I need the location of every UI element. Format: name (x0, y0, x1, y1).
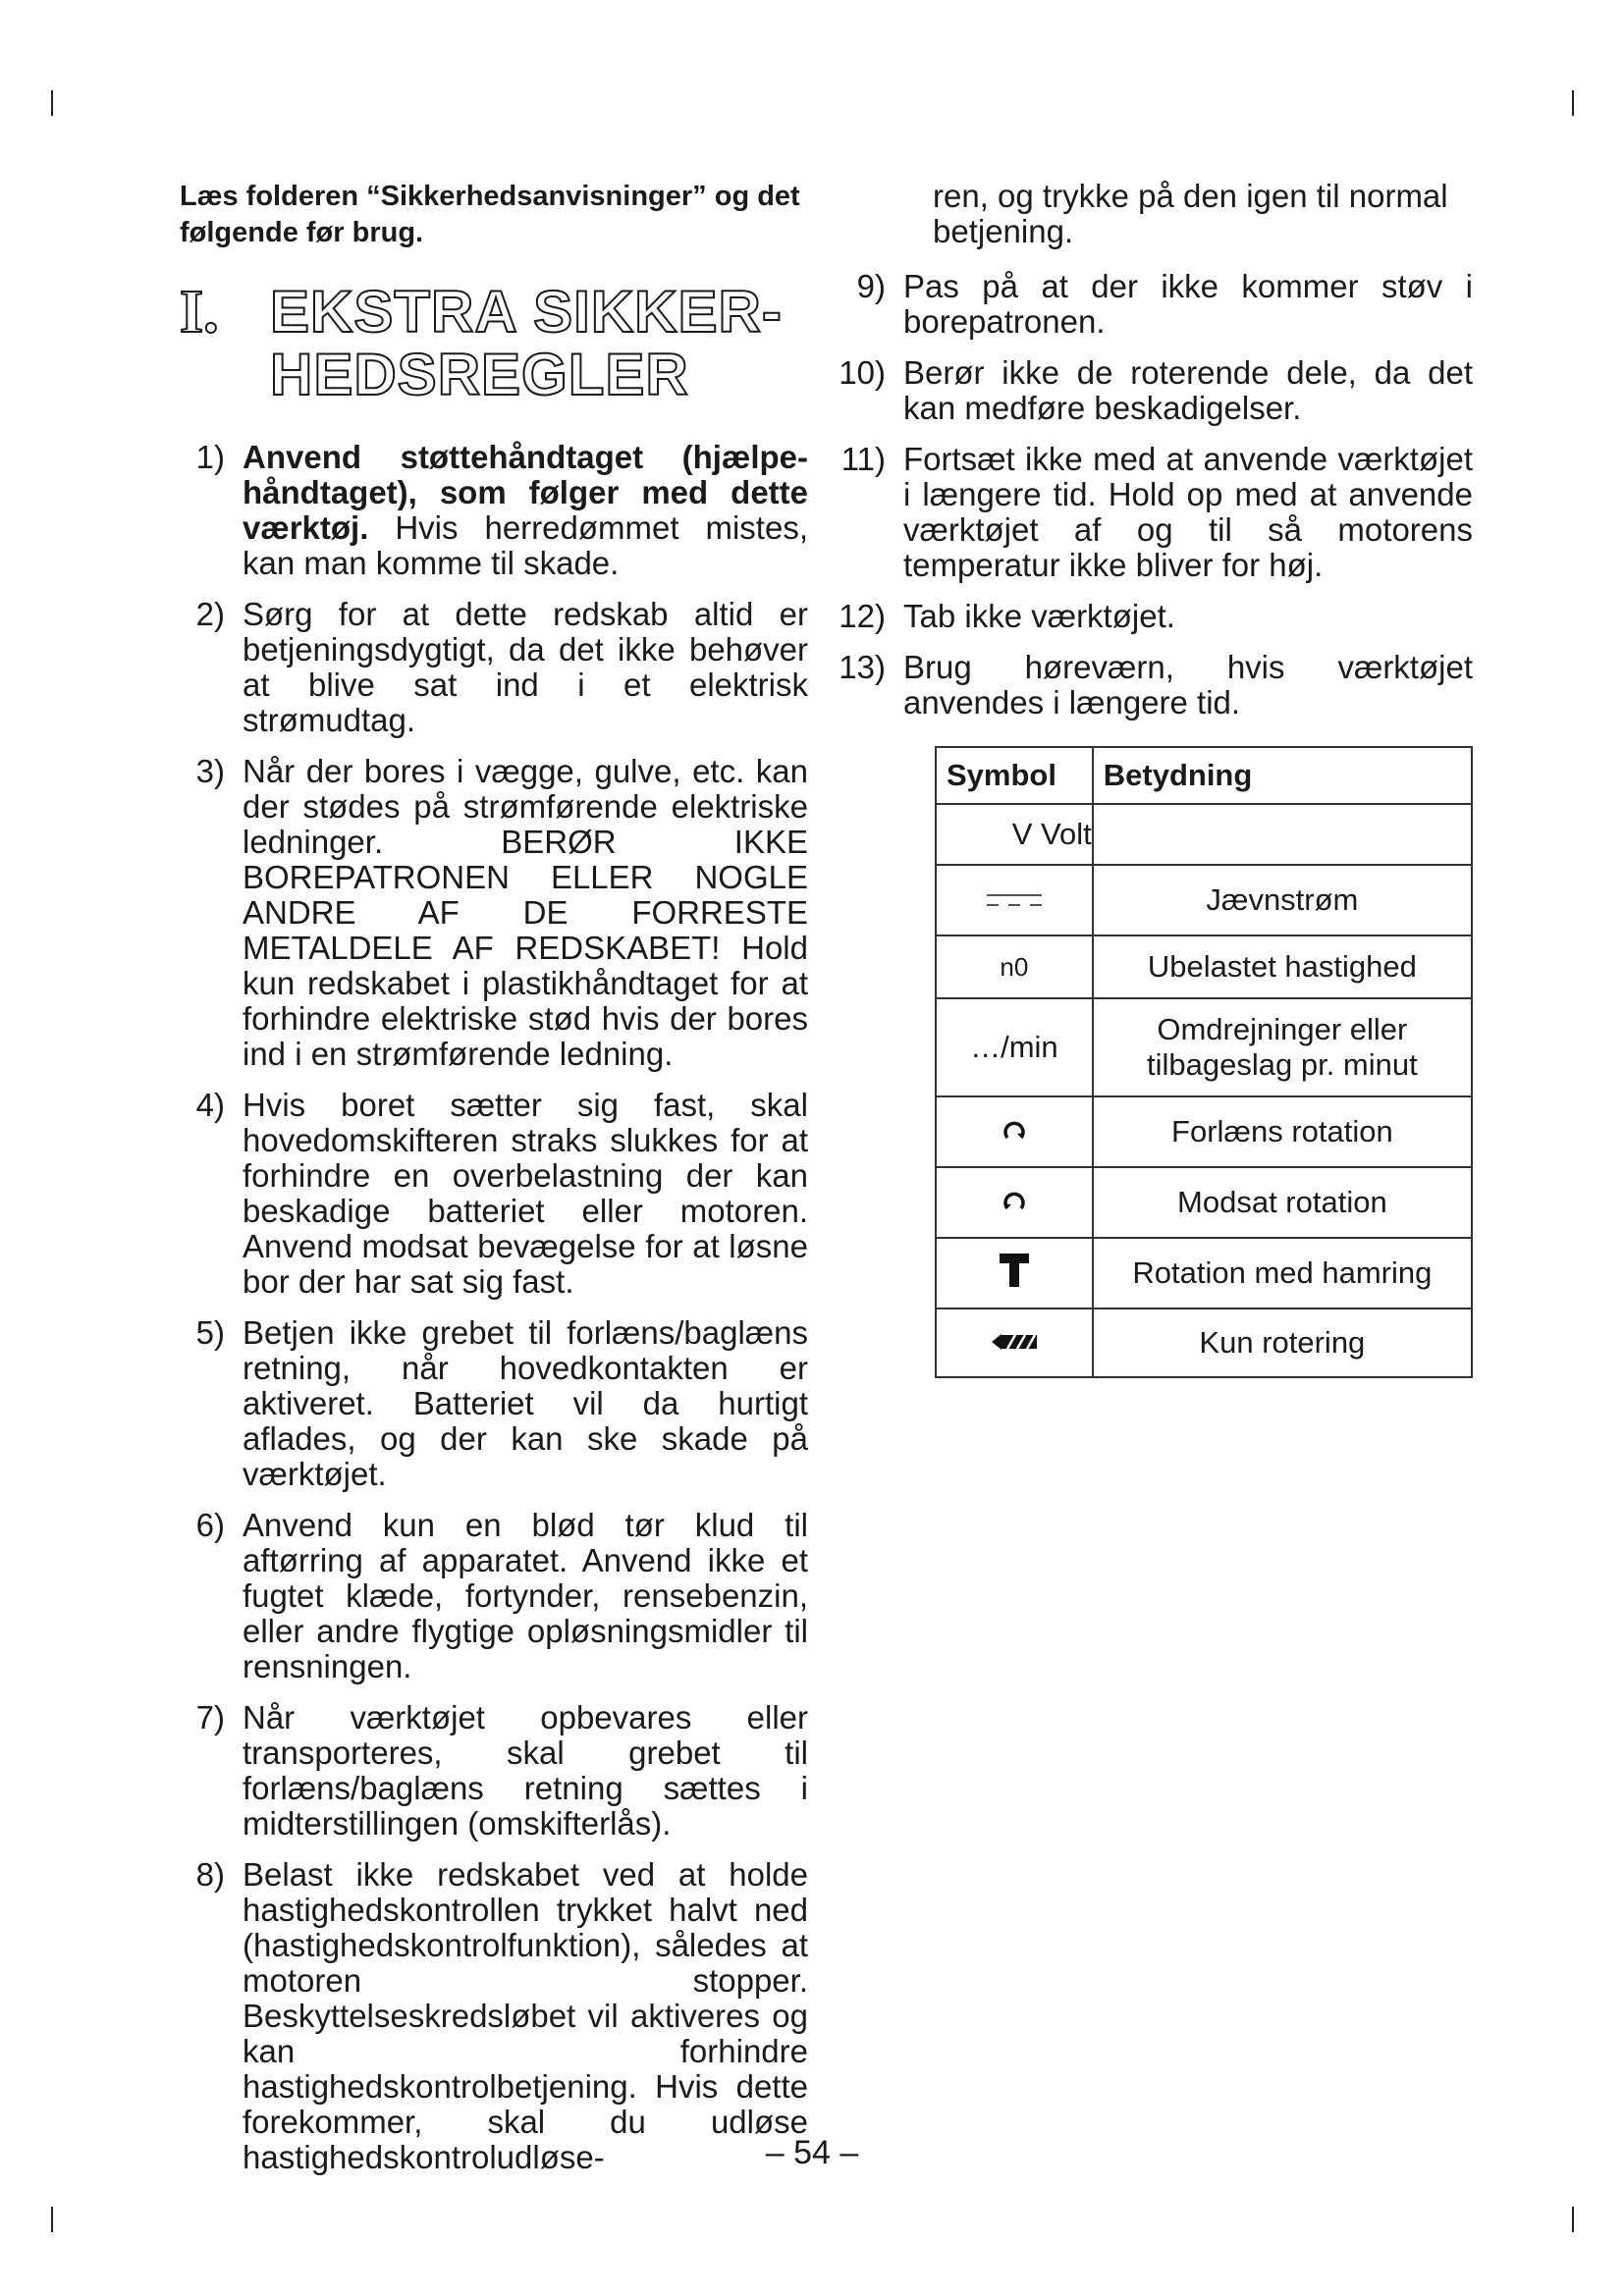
rule-text: Anvend kun en blød tør klud til aftørring af apparatet. Anvend ikke et fugtet klæde, fortynder, rensebenzin, eller andre flygtige opløsningsmidler til rensningen. (243, 1507, 808, 1684)
rule-text: Berør ikke de roterende dele, da det kan medføre beskadigelser. (903, 354, 1473, 426)
rule-text: Når værktøjet opbevares eller transporteres, skal grebet til forlæns/baglæns retning sættes i midterstillingen (omskifterlås). (243, 1699, 808, 1842)
crop-mark-bottom-right (1572, 2207, 1574, 2232)
rule-number: 9) (856, 268, 886, 304)
section-title-line1: EKSTRA SIKKER- (270, 279, 783, 345)
rule-10 (839, 354, 1473, 426)
rule-bold-text: Anvend støttehåndtaget (hjælpe-håndtaget), som følger med dette værktøj. (243, 439, 808, 546)
meaning-cell: Ubelastet hastighed (1093, 935, 1472, 998)
rule-number: 12) (839, 598, 886, 634)
volt-meaning: Volt (1041, 817, 1092, 851)
section-number: I. (180, 279, 219, 346)
crop-mark-top-right (1572, 90, 1574, 116)
page-number: – 54 – (765, 2134, 859, 2171)
table-row (936, 935, 1472, 998)
rule-11 (840, 441, 1473, 583)
meaning-cell: Omdrejninger eller tilbageslag pr. minut (1093, 998, 1472, 1096)
rule-text: Fortsæt ikke med at anvende værktøjet i længere tid. Hold op med at anvende værktøjet af og til så motorens temperatur ikke bliver for høj. (903, 441, 1473, 583)
symbol-cell: …/min (936, 998, 1093, 1096)
rule-text: Pas på at der ikke kommer støv i borepatronen. (903, 268, 1473, 340)
meaning-cell: Modsat rotation (1093, 1167, 1472, 1238)
rule-number: 1) (195, 439, 225, 475)
left-column (180, 179, 808, 2191)
rule-number: 8) (195, 1856, 225, 1893)
rule-text: Hvis boret sætter sig fast, skal hovedomskifteren straks slukkes for at forhindre en overbelastning der kan beskadige batteriet eller motoren. Anvend modsat bevægelse for at løsne bor der har sat sig fast. (243, 1087, 808, 1300)
forward-rotation-icon (1001, 1116, 1027, 1142)
rule-plain-text: Hvis herredømmet mistes, kan man komme til skade. (243, 509, 808, 581)
crop-mark-top-left (51, 90, 53, 116)
rule-number: 5) (195, 1314, 225, 1351)
symbol-cell (936, 1167, 1093, 1238)
rule-number: 6) (195, 1507, 225, 1543)
meaning-cell: Jævnstrøm (1093, 865, 1472, 935)
rule-3 (180, 754, 808, 1072)
rule-8-continuation: ren, og trykke på den igen til normal betjening. (933, 178, 1448, 249)
symbol-cell (936, 865, 1093, 935)
meaning-cell (1093, 804, 1472, 865)
volt-symbol: V (1011, 817, 1033, 851)
symbol-cell (936, 1238, 1093, 1308)
rule-text: Sørg for at dette redskab altid er betjeningsdygtigt, da det ikke behøver at blive sat ind i et elektrisk strømudtag. (243, 596, 808, 738)
rule-12 (839, 598, 1473, 634)
rule-text: Tab ikke værktøjet. (903, 598, 1175, 634)
section-title-line2: HEDSREGLER (270, 342, 689, 407)
meaning-cell: Rotation med hamring (1093, 1238, 1472, 1308)
header-meaning: Betydning (1093, 747, 1472, 804)
rule-9 (856, 268, 1473, 340)
rule-text: Belast ikke redskabet ved at holde hastighedskontrollen trykket halvt ned (hastighedskontrolfunktion), således at motoren stopper. Beskyttelseskredsløbet vil aktiveres og kan forhindre hastighedskontrolbetjening. Hvis dette forekommer, skal du udløse hastighedskontroludløse- (243, 1856, 808, 2175)
right-column (839, 178, 1473, 1378)
symbol-table (935, 746, 1473, 1378)
table-row (936, 1096, 1472, 1167)
table-row (936, 865, 1472, 935)
rule-8 (180, 1857, 808, 2175)
rule-text: Brug høreværn, hvis værktøjet anvendes i længere tid. (903, 649, 1473, 721)
section-heading (180, 281, 808, 406)
table-row (936, 1308, 1472, 1377)
dc-icon (985, 890, 1044, 910)
rule-2 (180, 597, 808, 738)
rule-number: 4) (195, 1087, 225, 1123)
rule-text: Betjen ikke grebet til forlæns/baglæns retning, når hovedkontakten er aktiveret. Batteriet vil da hurtigt aflades, og der kan ske skade på værktøjet. (243, 1314, 808, 1492)
rule-number: 2) (195, 596, 225, 632)
rule-1 (180, 440, 808, 581)
table-row (936, 804, 1472, 865)
rule-7 (180, 1700, 808, 1842)
meaning-cell: Kun rotering (1093, 1308, 1472, 1377)
rule-number: 10) (839, 354, 886, 391)
section-title (270, 281, 783, 406)
symbol-cell (936, 1308, 1093, 1377)
symbol-cell: n0 (936, 935, 1093, 998)
rule-4 (180, 1088, 808, 1300)
rule-number: 7) (195, 1699, 225, 1735)
rule-text: Når der bores i vægge, gulve, etc. kan der stødes på strømførende elektriske ledninger. BERØR IKKE BOREPATRONEN ELLER NOGLE ANDRE AF DE FORRESTE METALDELE AF REDSKABET! Hold kun redskabet i plastikhåndtaget for at forhindre elektriske stød hvis der bores ind i en strømførende ledning. (243, 753, 808, 1072)
rule-6 (180, 1508, 808, 1684)
rule-5 (180, 1315, 808, 1492)
table-row (936, 1238, 1472, 1308)
intro-text: Læs folderen “Sikkerhedsanvisninger” og det følgende før brug. (180, 181, 800, 248)
rule-text (243, 440, 808, 581)
rule-number: 3) (195, 753, 225, 789)
reverse-rotation-icon (1001, 1187, 1027, 1212)
rule-number: 13) (839, 649, 886, 685)
drill-icon (990, 1331, 1039, 1353)
header-symbol: Symbol (936, 747, 1093, 804)
table-row (936, 998, 1472, 1096)
table-row (936, 1167, 1472, 1238)
symbol-cell (936, 804, 1093, 865)
rule-number: 11) (840, 441, 886, 477)
crop-mark-bottom-left (51, 2207, 53, 2232)
symbol-cell (936, 1096, 1093, 1167)
meaning-cell: Forlæns rotation (1093, 1096, 1472, 1167)
hammer-icon (998, 1250, 1031, 1289)
table-header-row (936, 747, 1472, 804)
rule-13 (839, 649, 1473, 721)
